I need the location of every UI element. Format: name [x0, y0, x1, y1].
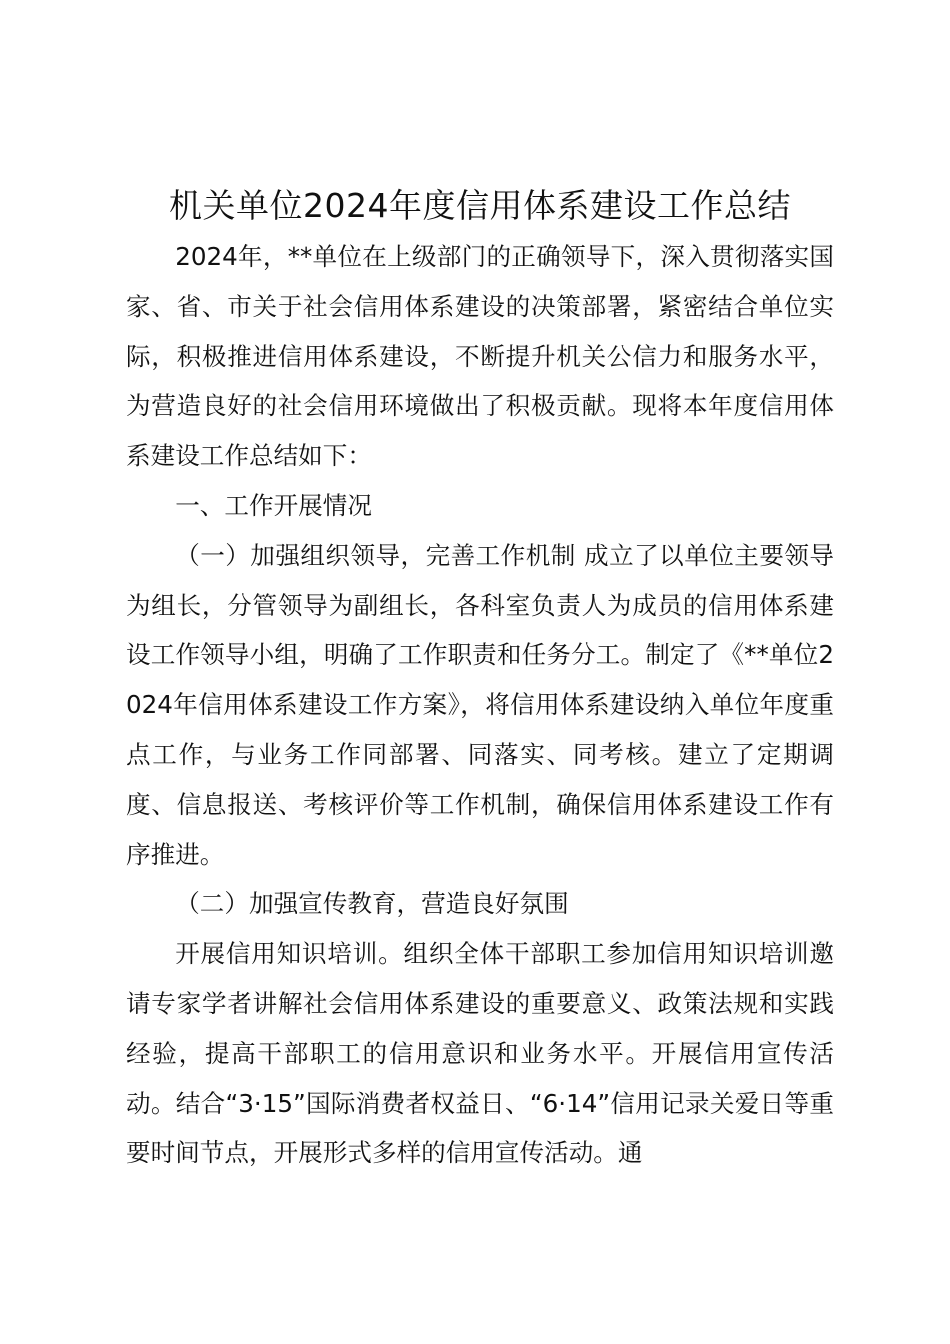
- subsection-heading-2: （二）加强宣传教育，营造良好氛围: [175, 889, 569, 919]
- document-title: 机关单位2024年度信用体系建设工作总结: [169, 186, 791, 225]
- intro-paragraph: 2024年，**单位在上级部门的正确领导下，深入贯彻落实国家、省、市关于社会信用体系建设的决策部署，紧密结合单位实际，积极推进信用体系建设，不断提升机关公信力和服务水平，为营造良好的社会信用环境做出了积极贡献。现将本年度信用体系建设工作总结如下：: [126, 242, 834, 471]
- section-heading-1: 一、工作开展情况: [175, 490, 372, 520]
- document-page: [126, 180, 834, 1178]
- subsection-1-paragraph: （一）加强组织领导，完善工作机制 成立了以单位主要领导为组长，分管领导为副组长，各科室负责人为成员的信用体系建设工作领导小组，明确了工作职责和任务分工。制定了《**单位2024年信用体系建设工作方案》，将信用体系建设纳入单位年度重点工作，与业务工作同部署、同落实、同考核。建立了定期调度、信息报送、考核评价等工作机制，确保信用体系建设工作有序推进。: [126, 540, 834, 869]
- training-paragraph: 开展信用知识培训。组织全体干部职工参加信用知识培训邀请专家学者讲解社会信用体系建设的重要意义、政策法规和实践经验，提高干部职工的信用意识和业务水平。开展信用宣传活动。结合“3·15”国际消费者权益日、“6·14”信用记录关爱日等重要时间节点，开展形式多样的信用宣传活动。通: [126, 939, 834, 1168]
